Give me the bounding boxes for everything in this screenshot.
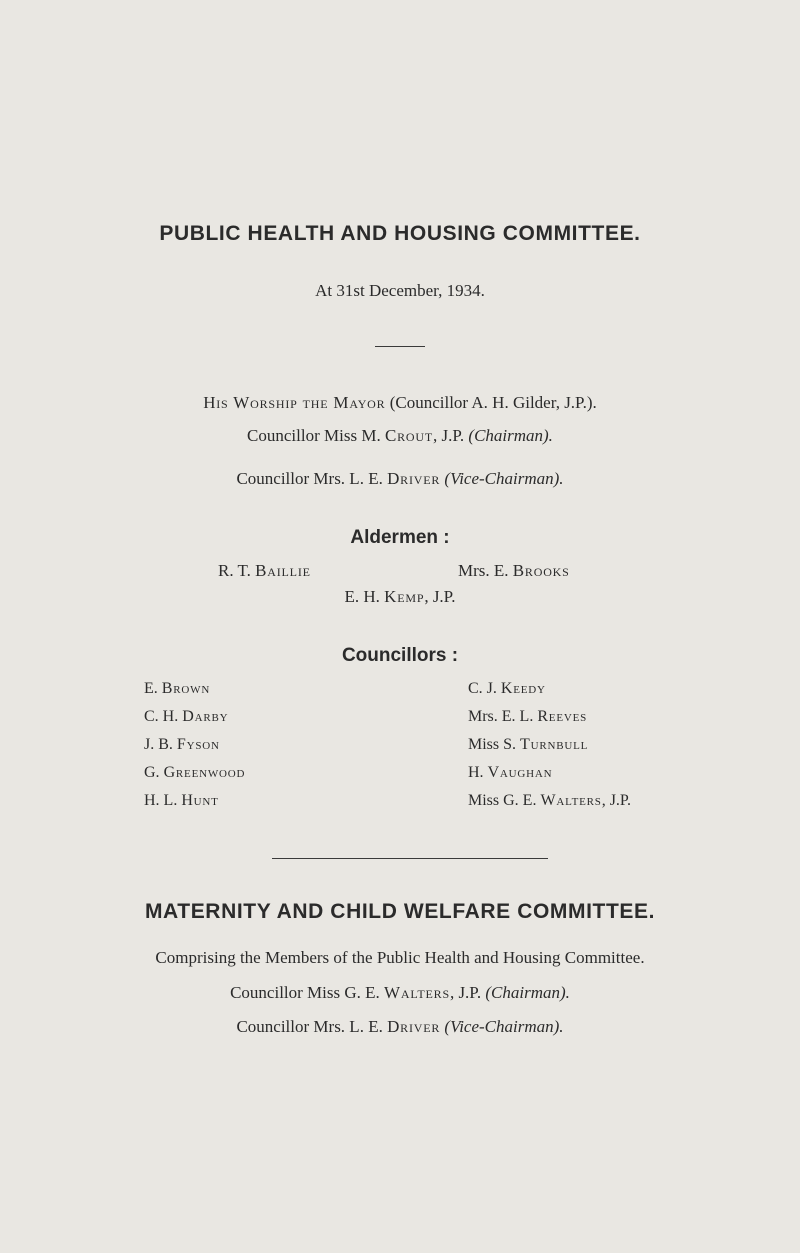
councillors-left-list bbox=[144, 675, 245, 815]
alderman-name: Brooks bbox=[512, 561, 570, 580]
councillor-item: Miss G. E. Walters, J.P. bbox=[468, 792, 632, 809]
committee-title-maternity: MATERNITY AND CHILD WELFARE COMMITTEE. bbox=[144, 900, 656, 923]
councillor-item: H. Vaughan bbox=[468, 764, 553, 781]
alderman-item bbox=[0, 587, 800, 607]
chairman-prefix: Councillor Miss M. bbox=[247, 426, 381, 445]
alderman-initials: E. H. bbox=[344, 587, 380, 606]
chairman-suffix: , J.P. bbox=[432, 426, 465, 445]
maternity-vice-chairman-line bbox=[0, 1017, 800, 1037]
alderman-name: Kemp bbox=[384, 587, 425, 606]
vice-chairman-line bbox=[0, 469, 800, 489]
maternity-vice-chairman-name: Driver bbox=[387, 1017, 441, 1036]
long-divider bbox=[272, 858, 548, 859]
chairman-name: Crout bbox=[384, 426, 433, 445]
councillor-item: C. H. Darby bbox=[144, 708, 229, 725]
mayor-detail: (Councillor A. H. Gilder, J.P.). bbox=[389, 393, 597, 412]
councillors-heading: Councillors : bbox=[341, 645, 459, 666]
chairman-line bbox=[0, 426, 800, 446]
councillor-item: H. L. Hunt bbox=[144, 792, 219, 809]
mayor-title: His Worship the Mayor bbox=[203, 393, 386, 412]
date-line: At 31st December, 1934. bbox=[315, 281, 485, 300]
committee-title-public-health: PUBLIC HEALTH AND HOUSING COMMITTEE. bbox=[159, 222, 641, 245]
alderman-suffix: , J.P. bbox=[424, 587, 456, 606]
councillor-item: C. J. Keedy bbox=[468, 680, 546, 697]
councillor-item: G. Greenwood bbox=[144, 764, 246, 781]
councillor-item: J. B. Fyson bbox=[144, 736, 220, 753]
vice-chairman-name: Driver bbox=[387, 469, 441, 488]
alderman-initials: Mrs. E. bbox=[458, 561, 509, 580]
chairman-role: (Chairman). bbox=[468, 426, 553, 445]
maternity-chairman-name: Walters bbox=[384, 983, 450, 1002]
alderman-name: Baillie bbox=[255, 561, 311, 580]
councillor-item: Miss S. Turnbull bbox=[468, 736, 589, 753]
vice-chairman-role: (Vice-Chairman). bbox=[444, 469, 564, 488]
alderman-item bbox=[218, 561, 311, 581]
councillor-item: E. Brown bbox=[144, 680, 211, 697]
comprising-line: Comprising the Members of the Public Health and Housing Committee. bbox=[155, 948, 645, 967]
councillors-right-list bbox=[468, 675, 631, 815]
maternity-chairman-prefix: Councillor Miss G. E. bbox=[230, 983, 380, 1002]
mayor-line bbox=[0, 393, 800, 413]
councillor-item: Mrs. E. L. Reeves bbox=[468, 708, 588, 725]
maternity-chairman-line bbox=[0, 983, 800, 1003]
short-divider bbox=[375, 346, 425, 347]
alderman-item bbox=[458, 561, 570, 581]
maternity-vice-chairman-role: (Vice-Chairman). bbox=[444, 1017, 564, 1036]
alderman-initials: R. T. bbox=[218, 561, 251, 580]
maternity-chairman-role: (Chairman). bbox=[485, 983, 570, 1002]
vice-chairman-prefix: Councillor Mrs. L. E. bbox=[236, 469, 383, 488]
maternity-vice-chairman-prefix: Councillor Mrs. L. E. bbox=[236, 1017, 383, 1036]
maternity-chairman-suffix: , J.P. bbox=[449, 983, 482, 1002]
aldermen-heading: Aldermen : bbox=[350, 527, 450, 548]
